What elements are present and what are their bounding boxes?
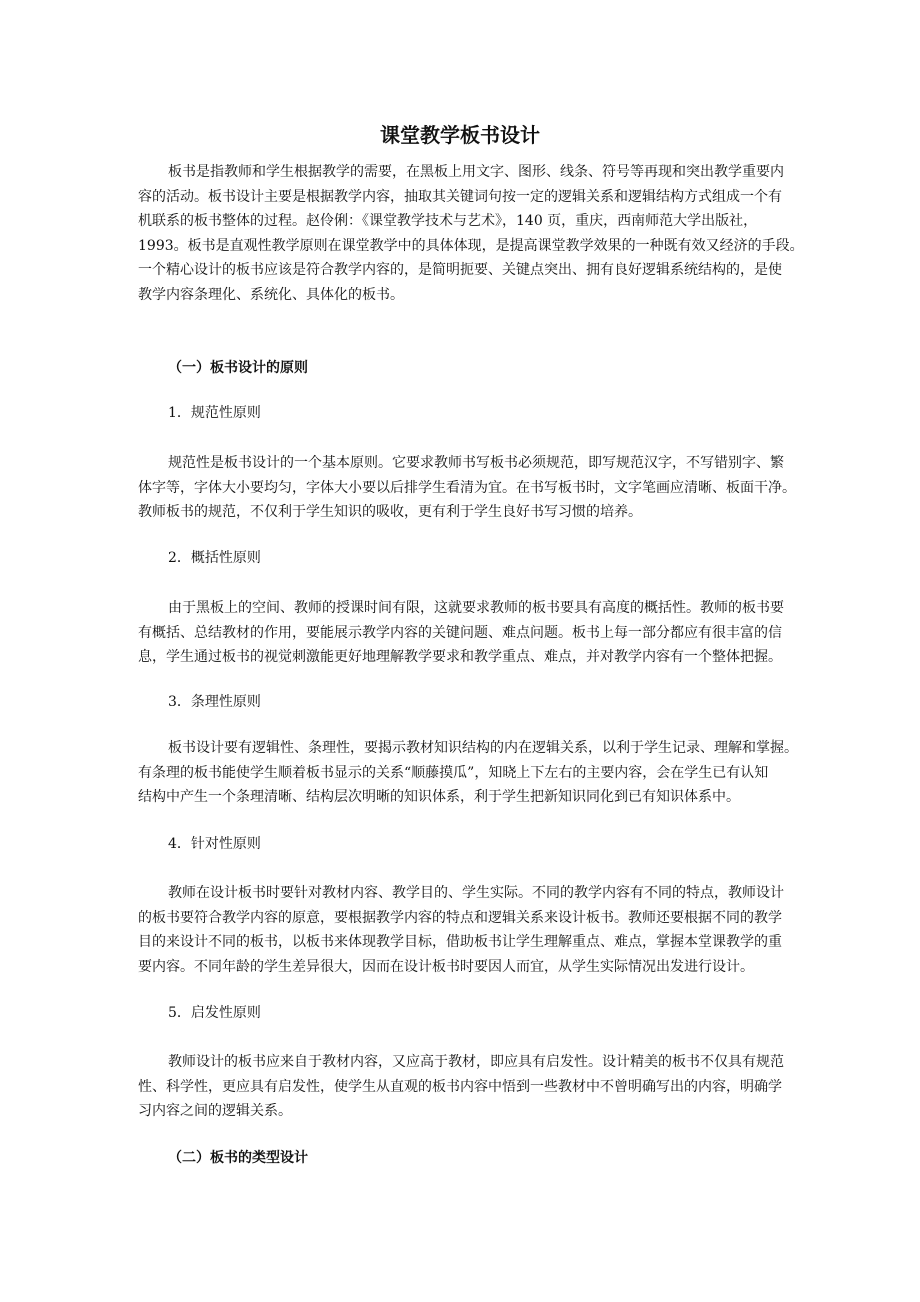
text-line: 教师设计的板书应来自于教材内容，又应高于教材，即应具有启发性。设计精美的板书不仅具有规范 (168, 1054, 784, 1070)
text-line: 一个精心设计的板书应该是符合教学内容的，是简明扼要、关键点突出、拥有良好逻辑系统结构的，是使 (138, 262, 782, 279)
intro-paragraph (138, 160, 804, 308)
text-line: 教师在设计板书时要针对教材内容、教学目的、学生实际。不同的教学内容有不同的特点，教师设计 (168, 885, 784, 901)
section-heading-2: （二）板书的类型设计 (168, 1150, 308, 1166)
text-line: 的板书要符合教学内容的原意，要根据教学内容的特点和逻辑关系来设计板书。教师还要根据不同的教学 (138, 909, 782, 926)
section-heading-1: （一）板书设计的原则 (168, 360, 308, 376)
text-line: 教学内容条理化、系统化、具体化的板书。 (138, 286, 404, 303)
principle-paragraph-2 (138, 596, 788, 670)
text-line: 习内容之间的逻辑关系。 (138, 1103, 292, 1120)
text-line: 由于黑板上的空间、教师的授课时间有限，这就要求教师的板书要具有高度的概括性。教师的板书要 (168, 600, 784, 616)
principle-paragraph-5 (138, 1050, 788, 1124)
text-line: 容的活动。板书设计主要是根据教学内容，抽取其关键词句按一定的逻辑关系和逻辑结构方式组成一个有 (138, 188, 782, 205)
text-line: 教师板书的规范，不仅利于学生知识的吸收，更有利于学生良好书写习惯的培养。 (138, 504, 642, 521)
principle-paragraph-4 (138, 881, 788, 979)
text-line: 有条理的板书能使学生顺着板书显示的关系“顺藤摸瓜”，知晓上下左右的主要内容，会在学生已有认知 (138, 764, 769, 781)
principle-paragraph-1 (138, 451, 796, 525)
text-line: 板书设计要有逻辑性、条理性，要揭示教材知识结构的内在逻辑关系，以利于学生记录、理解和掌握。 (168, 740, 798, 756)
text-line: 结构中产生一个条理清晰、结构层次明晰的知识体系，利于学生把新知识同化到已有知识体系中。 (138, 789, 740, 806)
text-line: 要内容。不同年龄的学生差异很大，因而在设计板书时要因人而宜，从学生实际情况出发进行设计。 (138, 958, 754, 975)
principle-heading-2: 2．概括性原则 (168, 550, 261, 566)
principle-heading-3: 3．条理性原则 (168, 694, 261, 710)
text-line: 有概括、总结教材的作用，要能展示教学内容的关键问题、难点问题。板书上每一部分都应有很丰富的信 (138, 624, 782, 641)
text-line: 体字等，字体大小要均匀，字体大小要以后排学生看清为宜。在书写板书时，文字笔画应清晰、板面干净。 (138, 479, 796, 496)
principle-heading-1: 1．规范性原则 (168, 405, 261, 421)
text-line: 性、科学性，更应具有启发性，使学生从直观的板书内容中悟到一些教材中不曾明确写出的内容，明确学 (138, 1078, 782, 1095)
text-line: 目的来设计不同的板书，以板书来体现教学目标，借助板书让学生理解重点、难点，掌握本堂课教学的重 (138, 934, 782, 951)
principle-heading-4: 4．针对性原则 (168, 836, 261, 852)
principle-heading-5: 5．启发性原则 (168, 1005, 261, 1021)
text-line: 1993。板书是直观性教学原则在课堂教学中的具体体现，是提高课堂教学效果的一种既有效又经济的手段。 (138, 237, 804, 254)
text-line: 规范性是板书设计的一个基本原则。它要求教师书写板书必须规范，即写规范汉字，不写错别字、繁 (168, 455, 784, 471)
document-title: 课堂教学板书设计 (380, 123, 540, 147)
text-line: 板书是指教师和学生根据教学的需要，在黑板上用文字、图形、线条、符号等再现和突出教学重要内 (168, 164, 784, 180)
principle-paragraph-3 (138, 736, 798, 810)
text-line: 机联系的板书整体的过程。赵伶俐：《课堂教学技术与艺术》，140 页，重庆，西南师范大学出版社， (138, 213, 758, 230)
text-line: 息，学生通过板书的视觉刺激能更好地理解教学要求和教学重点、难点，并对教学内容有一个整体把握。 (138, 649, 782, 666)
